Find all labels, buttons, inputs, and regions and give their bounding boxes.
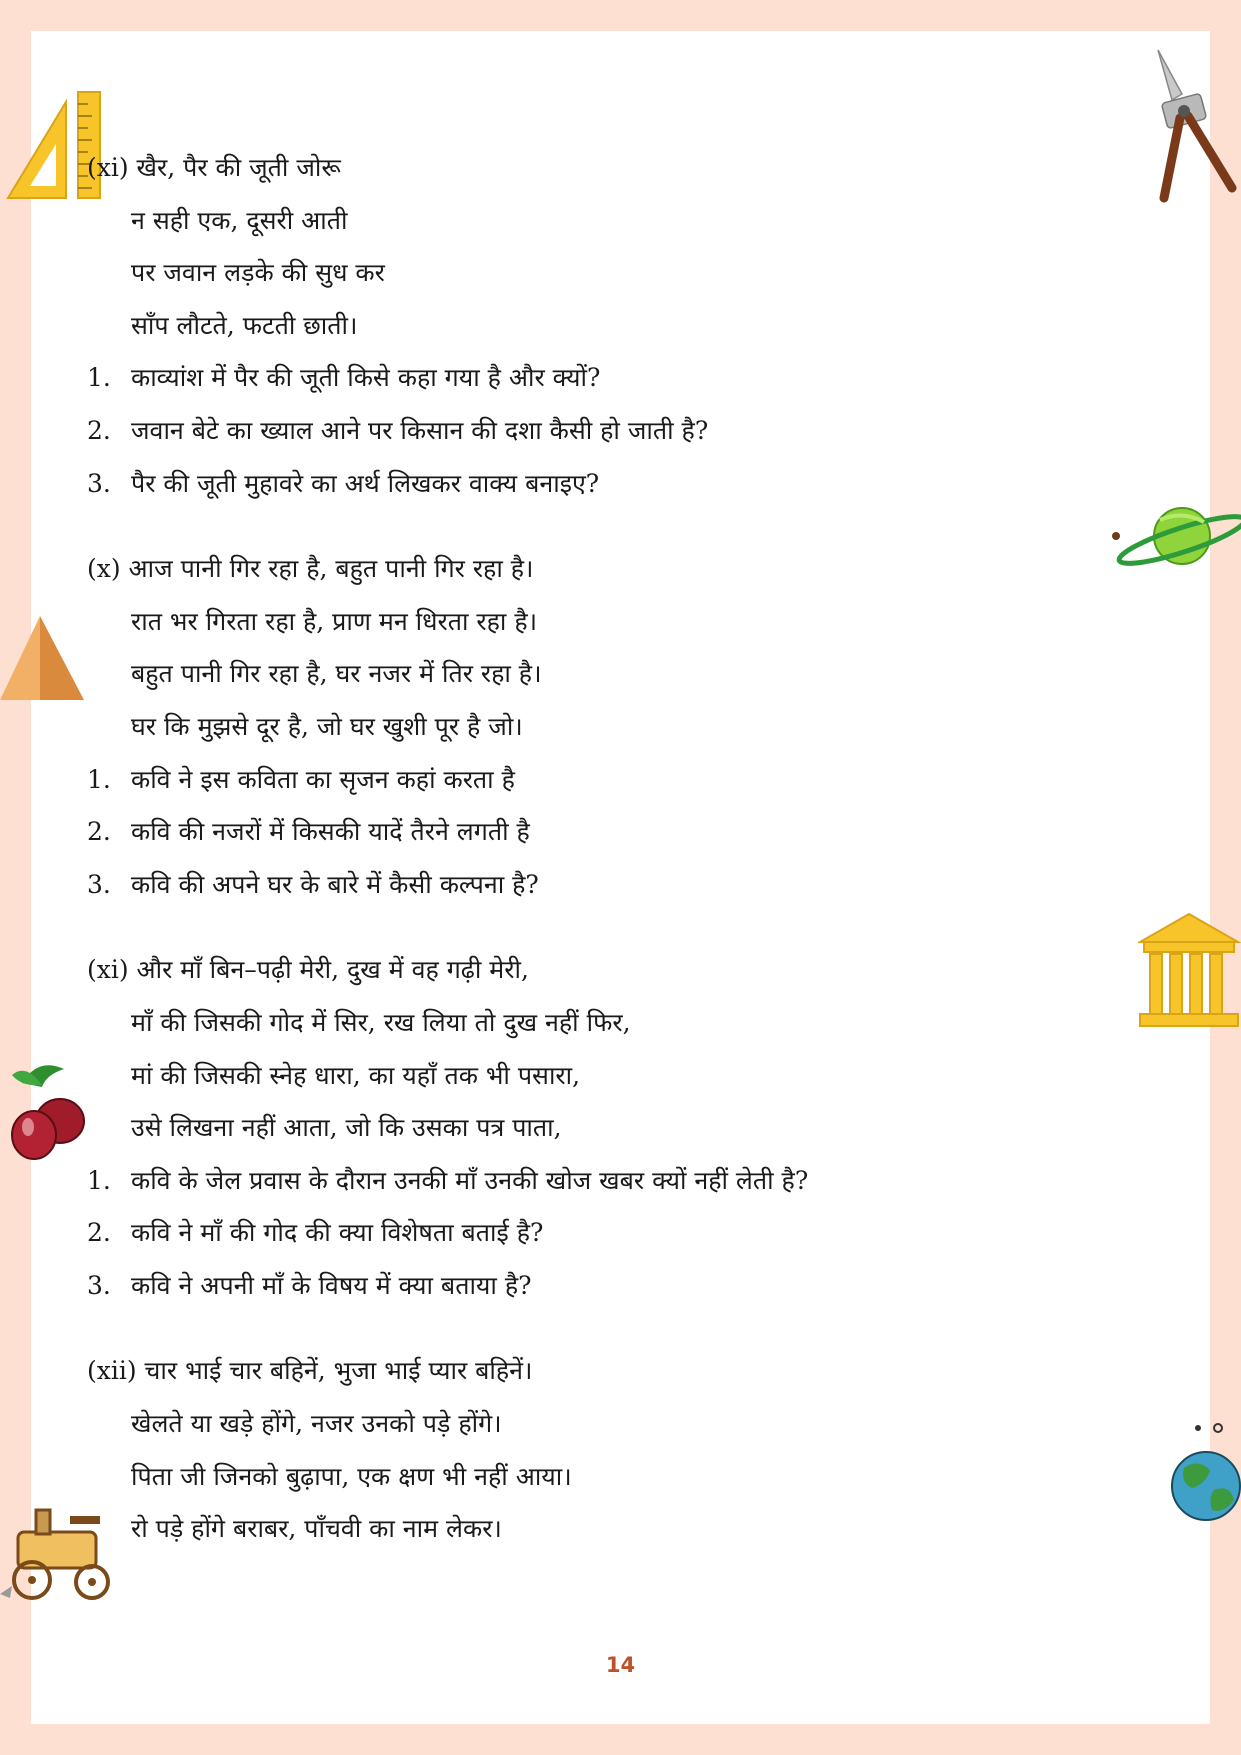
kidney-beans-icon xyxy=(2,1055,88,1165)
question-text: जवान बेटे का ख्याल आने पर किसान की दशा कैसी हो जाती है? xyxy=(131,415,709,445)
verse-line: माँ की जिसकी गोद में सिर, रख लिया तो दुख नहीं फिर, xyxy=(131,1007,631,1037)
question-number: 1. xyxy=(87,363,111,393)
verse-line: (xi) और माँ बिन–पढ़ी मेरी, दुख में वह गढ़ी मेरी, xyxy=(87,955,529,985)
passage-1 xyxy=(87,142,1147,510)
verse-line: (x) आज पानी गिर रहा है, बहुत पानी गिर रहा है। xyxy=(87,554,534,584)
passage-2 xyxy=(87,543,1147,911)
question-number: 2. xyxy=(87,817,111,847)
document-content xyxy=(87,142,1147,1556)
pyramid-icon xyxy=(0,614,88,704)
verse-line: पर जवान लड़के की सुध कर xyxy=(131,258,385,288)
question-text: कवि की अपने घर के बारे में कैसी कल्पना है? xyxy=(131,869,539,899)
question-item xyxy=(87,1155,1147,1208)
question-text: कवि के जेल प्रवास के दौरान उनकी माँ उनकी खोज खबर क्यों नहीं लेती है? xyxy=(131,1165,809,1195)
question-text: कवि ने इस कविता का सृजन कहां करता है xyxy=(131,764,515,794)
question-item xyxy=(87,405,1147,458)
question-text: कवि की नजरों में किसकी यादें तैरने लगती है xyxy=(131,817,530,847)
verse-line: न सही एक, दूसरी आती xyxy=(131,205,348,235)
question-number: 2. xyxy=(87,1218,111,1248)
verse-line: (xii) चार भाई चार बहिनें, भुजा भाई प्यार बहिनें। xyxy=(87,1356,533,1386)
verse-line: (xi) खैर, पैर की जूती जोरू xyxy=(87,153,341,182)
earth-globe-icon xyxy=(1170,1418,1241,1528)
verse-line: साँप लौटते, फटती छाती। xyxy=(131,310,358,340)
question-number: 1. xyxy=(87,1165,111,1195)
question-number: 3. xyxy=(87,869,111,899)
passage-4 xyxy=(87,1345,1147,1555)
question-item xyxy=(87,754,1147,807)
verse-line: रात भर गिरता रहा है, प्राण मन धिरता रहा है। xyxy=(131,606,538,636)
question-item xyxy=(87,859,1147,912)
greek-temple-icon xyxy=(1138,910,1241,1028)
verse-line: उसे लिखना नहीं आता, जो कि उसका पत्र पाता, xyxy=(131,1113,562,1143)
question-item xyxy=(87,458,1147,511)
question-item xyxy=(87,806,1147,859)
verse-line: मां की जिसकी स्नेह धारा, का यहाँ तक भी पसारा, xyxy=(131,1060,581,1090)
verse-line: घर कि मुझसे दूर है, जो घर खुशी पूर है जो। xyxy=(131,711,523,741)
verse-line: बहुत पानी गिर रहा है, घर नजर में तिर रहा है। xyxy=(131,659,542,689)
verse-line: खेलते या खड़े होंगे, नजर उनको पड़े होंगे। xyxy=(131,1409,502,1439)
question-text: काव्यांश में पैर की जूती किसे कहा गया है और क्यों? xyxy=(131,363,601,393)
verse-line: पिता जी जिनको बुढ़ापा, एक क्षण भी नहीं आया। xyxy=(131,1461,572,1491)
compass-tool-icon xyxy=(1150,48,1240,203)
passage-3 xyxy=(87,944,1147,1312)
question-text: पैर की जूती मुहावरे का अर्थ लिखकर वाक्य बनाइए? xyxy=(131,468,600,498)
question-item xyxy=(87,1207,1147,1260)
question-number: 1. xyxy=(87,764,111,794)
question-item xyxy=(87,352,1147,405)
verse-line: रो पड़े होंगे बराबर, पाँचवी का नाम लेकर। xyxy=(131,1514,502,1544)
question-number: 3. xyxy=(87,1270,111,1300)
question-item xyxy=(87,1260,1147,1313)
question-text: कवि ने माँ की गोद की क्या विशेषता बताई है? xyxy=(131,1218,544,1248)
page-number: 14 xyxy=(605,1653,636,1677)
question-number: 3. xyxy=(87,468,111,498)
question-number: 2. xyxy=(87,415,111,445)
question-text: कवि ने अपनी माँ के विषय में क्या बताया है? xyxy=(131,1270,532,1300)
